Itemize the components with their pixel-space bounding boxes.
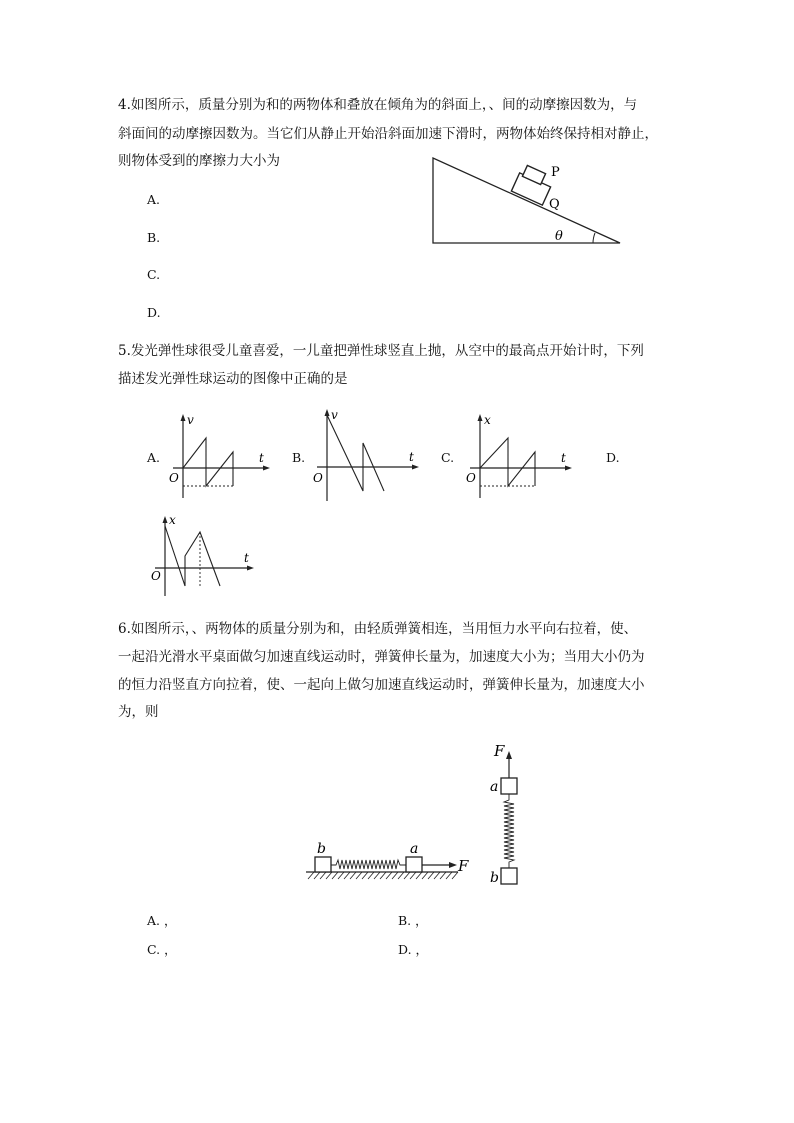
q4-option-b[interactable]: B. xyxy=(147,230,161,245)
y-label: v xyxy=(331,408,338,422)
theta-arc xyxy=(593,233,595,243)
q6-vertical-figure xyxy=(484,740,534,890)
label-q: Q xyxy=(549,197,560,212)
label-p: P xyxy=(551,165,560,180)
force-arrowhead xyxy=(449,862,457,868)
y-axis-arrow xyxy=(181,414,186,421)
q5-graph-d[interactable] xyxy=(148,512,263,602)
q6-text-line-4: 为，则 xyxy=(118,704,159,720)
y-axis-arrow xyxy=(478,414,483,421)
y-axis-arrow xyxy=(163,516,168,523)
label-f: F xyxy=(494,742,505,760)
q6-text-line-3: 的恒力沿竖直方向拉着，使、一起向上做匀加速直线运动时，弹簧伸长量为，加速度大小 xyxy=(118,677,645,693)
q5-graph-a[interactable] xyxy=(166,410,276,505)
q6-option-b[interactable]: B. ， xyxy=(398,913,428,928)
origin-label: O xyxy=(151,569,161,583)
q6-text-line-2: 一起沿光滑水平桌面做匀加速直线运动时，弹簧伸长量为，加速度大小为；当用大小仍为 xyxy=(118,649,645,665)
x-axis-arrow xyxy=(565,466,572,471)
q5-option-a[interactable]: A. xyxy=(147,450,161,465)
label-b: b xyxy=(317,841,326,857)
q5-graph-b[interactable] xyxy=(310,405,425,505)
x-label: t xyxy=(409,450,414,464)
label-a: a xyxy=(490,779,499,795)
y-label: x xyxy=(484,413,491,427)
y-axis-arrow xyxy=(325,409,330,416)
q5-graph-c[interactable] xyxy=(458,410,578,505)
x-label: t xyxy=(561,451,566,465)
origin-label: O xyxy=(313,471,323,485)
q4-text-line-2: 斜面间的动摩擦因数为。当它们从静止开始沿斜面加速下滑时，两物体始终保持相对静止， xyxy=(118,126,658,142)
y-label: v xyxy=(187,413,194,427)
table-hatching xyxy=(308,872,458,879)
x-axis-arrow xyxy=(247,566,254,571)
q6-option-a[interactable]: A. ， xyxy=(147,913,177,928)
q5-text-line-2: 描述发光弹性球运动的图像中正确的是 xyxy=(118,371,348,387)
label-theta: θ xyxy=(555,229,563,244)
y-label: x xyxy=(169,513,176,527)
q4-option-c[interactable]: C. xyxy=(147,267,161,282)
q4-option-a[interactable]: A. xyxy=(147,192,161,207)
q4-option-d[interactable]: D. xyxy=(147,305,161,320)
q5-option-c[interactable]: C. xyxy=(441,450,455,465)
block-a xyxy=(406,857,422,872)
spring xyxy=(331,860,406,869)
q6-option-c[interactable]: C. ， xyxy=(147,942,177,957)
q6-option-d[interactable]: D. ， xyxy=(398,942,429,957)
q5-option-b[interactable]: B. xyxy=(292,450,306,465)
q5-option-d[interactable]: D. xyxy=(606,450,620,465)
block-a xyxy=(501,778,517,794)
graph-line xyxy=(327,415,384,491)
block-b xyxy=(315,857,331,872)
graph-line xyxy=(183,438,233,486)
graph-line xyxy=(165,526,220,586)
q4-incline-figure xyxy=(425,150,625,250)
label-a: a xyxy=(410,841,419,857)
x-axis-arrow xyxy=(412,465,419,470)
x-label: t xyxy=(259,451,264,465)
spring xyxy=(504,794,514,868)
q6-horizontal-figure xyxy=(300,838,480,888)
force-arrowhead xyxy=(506,751,512,759)
graph-line xyxy=(480,438,535,486)
q4-text-line-3: 则物体受到的摩擦力大小为 xyxy=(118,153,280,169)
origin-label: O xyxy=(169,471,179,485)
q4-text-line-1: 4.如图所示，质量分别为和的两物体和叠放在倾角为的斜面上，、间的动摩擦因数为，与 xyxy=(118,97,638,113)
q5-text-line-1: 5.发光弹性球很受儿童喜爱，一儿童把弹性球竖直上抛，从空中的最高点开始计时，下列 xyxy=(118,343,644,359)
q6-text-line-1: 6.如图所示，、两物体的质量分别为和，由轻质弹簧相连，当用恒力水平向右拉着，使、 xyxy=(118,621,638,637)
x-axis-arrow xyxy=(263,466,270,471)
x-label: t xyxy=(244,551,249,565)
block-b xyxy=(501,868,517,884)
label-b: b xyxy=(490,870,499,886)
origin-label: O xyxy=(466,471,476,485)
label-f: F xyxy=(458,857,469,875)
